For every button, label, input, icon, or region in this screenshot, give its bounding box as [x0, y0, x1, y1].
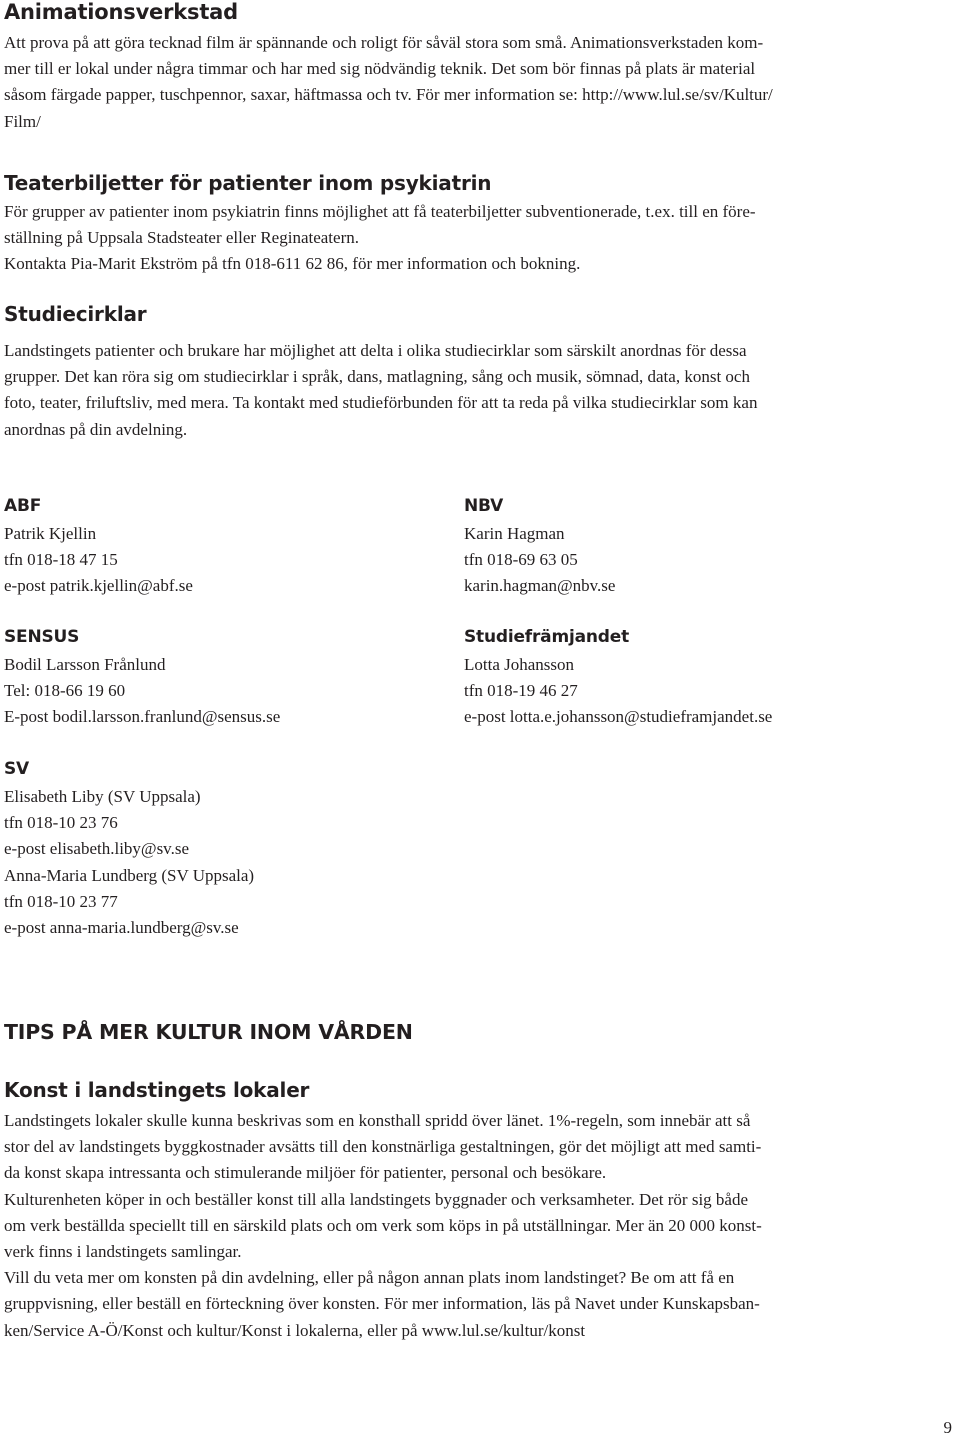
contact-email[interactable]: karin.hagman@nbv.se	[464, 576, 616, 596]
animation-line: Film/	[4, 111, 41, 131]
animation-heading: Animationsverkstad	[4, 0, 238, 24]
contact-org-name: SENSUS	[4, 627, 80, 647]
contact-email[interactable]: e-post lotta.e.johansson@studieframjandet.se	[464, 707, 773, 727]
art-line: stor del av landstingets byggkostnader avsätts till den konstnärliga gestaltningen, gör det möjligt att med samti-	[4, 1137, 762, 1157]
contact-phone: tfn 018-18 47 15	[4, 550, 118, 570]
theater-line: ställning på Uppsala Stadsteater eller Reginateatern.	[4, 228, 359, 248]
art-line: Kulturenheten köper in och beställer konst till alla landstingets byggnader och verksamheter. Det rör sig både	[4, 1189, 749, 1209]
contact-org-name: NBV	[464, 496, 504, 516]
theater-line: För grupper av patienter inom psykiatrin finns möjlighet att få teaterbiljetter subventionerade, t.ex. till en före-	[4, 202, 756, 221]
animation-line: Att prova på att göra tecknad film är spännande och roligt för såväl stora som små. Animationsverkstaden kom-	[4, 33, 764, 52]
contact-sensus	[4, 626, 424, 731]
contact-org-name: SV	[4, 759, 30, 779]
contact-abf	[4, 495, 424, 600]
art-line: om verk beställda speciellt till en särskild plats och om verk som köps in på utställningar. Mer än 20 000 konst-	[4, 1215, 762, 1235]
art-line: verk finns i landstingets samlingar.	[4, 1242, 242, 1262]
page-number: 9	[943, 1418, 952, 1437]
art-line: Landstingets lokaler skulle kunna beskrivas som en konsthall spridd över länet. 1%-regeln, som innebär att så	[4, 1111, 751, 1130]
tips-heading: TIPS PÅ MER KULTUR INOM VÅRDEN	[4, 1020, 413, 1044]
contact-org-name: Studiefrämjandet	[464, 627, 629, 647]
contact-sv	[4, 758, 424, 941]
theater-section	[4, 171, 952, 278]
art-line: da konst skapa intressanta och stimulerande miljöer för patienter, personal och besökare.	[4, 1163, 607, 1183]
contact-email[interactable]: e-post elisabeth.liby@sv.se	[4, 839, 189, 859]
contact-phone: Tel: 018-66 19 60	[4, 681, 126, 701]
art-line: ken/Service A-Ö/Konst och kultur/Konst i lokalerna, eller på www.lul.se/kultur/konst	[4, 1320, 586, 1340]
tips-section	[4, 1020, 952, 1344]
contact-phone: tfn 018-10 23 76	[4, 813, 118, 833]
contact-studieframjandet	[464, 626, 884, 731]
study-section	[4, 302, 952, 443]
contact-nbv	[464, 495, 884, 600]
theater-line: Kontakta Pia-Marit Ekström på tfn 018-611 62 86, för mer information och bokning.	[4, 254, 581, 274]
art-line: Vill du veta mer om konsten på din avdelning, eller på någon annan plats inom landstinget? Be om att få en	[4, 1268, 735, 1288]
contact-person: Karin Hagman	[464, 524, 565, 543]
animation-section	[4, 0, 952, 135]
contact-person: Anna-Maria Lundberg (SV Uppsala)	[4, 865, 255, 885]
study-line: foto, teater, friluftsliv, med mera. Ta kontakt med studieförbunden för att ta reda på vilka studiecirklar som kan	[4, 393, 758, 413]
contact-email[interactable]: e-post anna-maria.lundberg@sv.se	[4, 918, 239, 938]
contact-phone: tfn 018-10 23 77	[4, 891, 118, 911]
art-heading: Konst i landstingets lokaler	[4, 1078, 310, 1102]
contact-person: Bodil Larsson Frånlund	[4, 655, 166, 674]
animation-line: mer till er lokal under några timmar och har med sig nödvändig teknik. Det som bör finnas på plats är material	[4, 59, 756, 79]
contact-person: Patrik Kjellin	[4, 524, 97, 543]
contact-email[interactable]: E-post bodil.larsson.franlund@sensus.se	[4, 707, 281, 727]
contact-person: Lotta Johansson	[464, 655, 575, 674]
contact-org-name: ABF	[4, 496, 42, 516]
contact-phone: tfn 018-19 46 27	[464, 681, 578, 701]
contact-email[interactable]: e-post patrik.kjellin@abf.se	[4, 576, 193, 596]
theater-heading: Teaterbiljetter för patienter inom psykiatrin	[4, 171, 492, 195]
study-line: grupper. Det kan röra sig om studiecirklar i språk, dans, matlagning, sång och musik, sömnad, data, konst och	[4, 367, 750, 387]
animation-line: såsom färgade papper, tuschpennor, saxar, häftmassa och tv. För mer information se: http://www.lul.se/sv/Kultur/	[4, 85, 773, 105]
study-line: anordnas på din avdelning.	[4, 419, 188, 439]
study-line: Landstingets patienter och brukare har möjlighet att delta i olika studiecirklar som särskilt anordnas för dessa	[4, 341, 747, 360]
contact-phone: tfn 018-69 63 05	[464, 550, 578, 570]
study-heading: Studiecirklar	[4, 302, 147, 326]
contact-person: Elisabeth Liby (SV Uppsala)	[4, 787, 201, 806]
art-line: gruppvisning, eller beställ en förteckning över konsten. För mer information, läs på Navet under Kunskapsban-	[4, 1294, 760, 1314]
